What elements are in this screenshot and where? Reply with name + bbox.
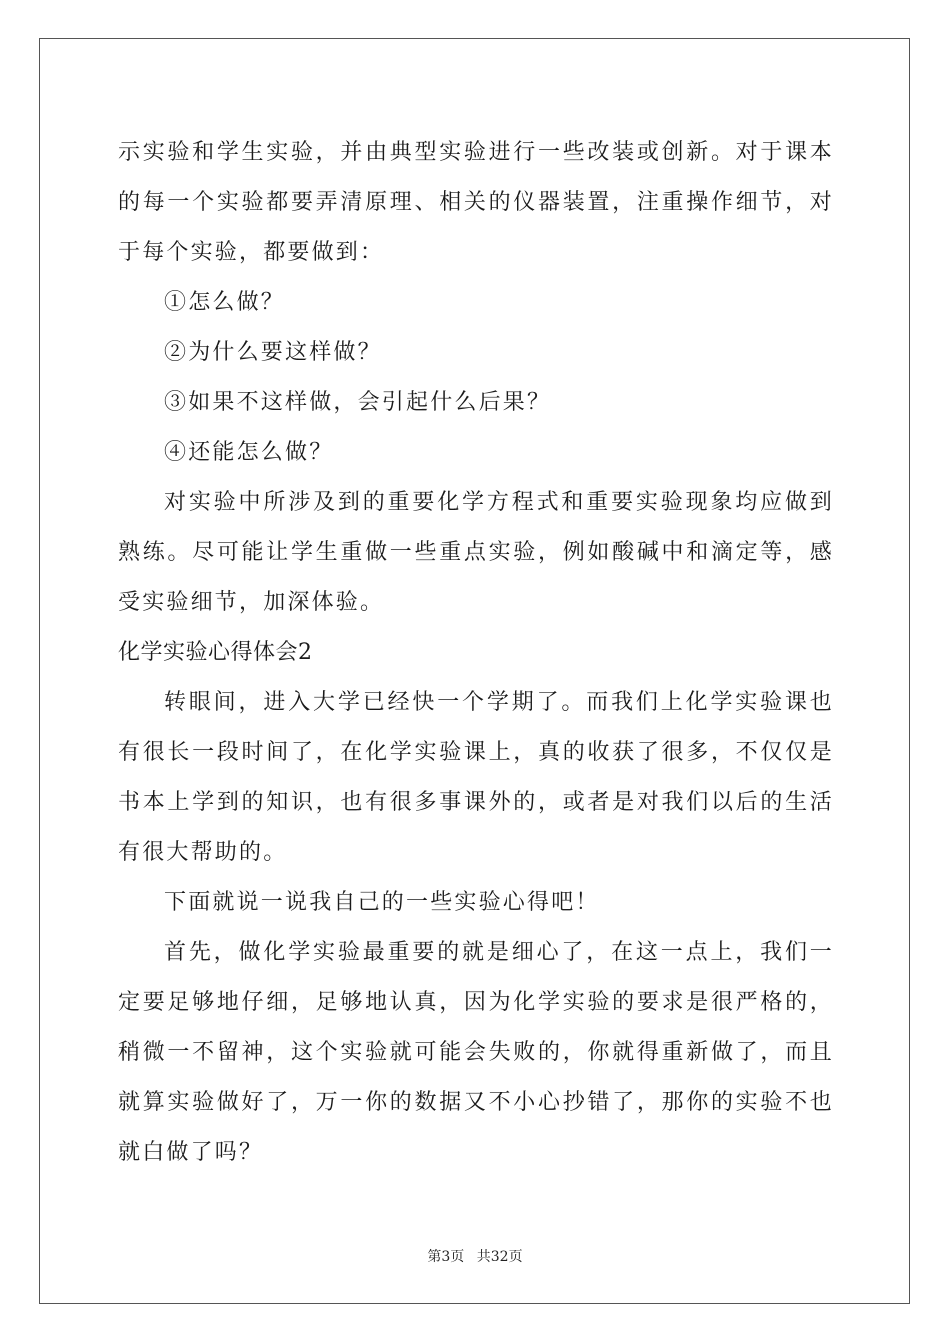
paragraph: 示实验和学生实验，并由典型实验进行一些改装或创新。对于课本的每一个实验都要弄清原理、相关的仪器装置，注重操作细节，对于每个实验，都要做到： (118, 140, 834, 265)
paragraph: 转眼间，进入大学已经快一个学期了。而我们上化学实验课也有很长一段时间了，在化学实验课上，真的收获了很多，不仅仅是书本上学到的知识，也有很多事课外的，或者是对我们以后的生活有很大帮助的。 (118, 690, 834, 865)
paragraph: 下面就说一说我自己的一些实验心得吧！ (164, 890, 600, 915)
list-item: ①怎么做？ (164, 290, 286, 315)
paragraph: 对实验中所涉及到的重要化学方程式和重要实验现象均应做到熟练。尽可能让学生重做一些重点实验，例如酸碱中和滴定等，感受实验细节，加深体验。 (118, 490, 834, 615)
section-heading: 化学实验心得体会2 (118, 640, 313, 665)
page-total: 共32页 (476, 1249, 523, 1265)
page-footer (0, 1246, 950, 1266)
list-item: ③如果不这样做，会引起什么后果？ (164, 390, 552, 415)
page-number: 第3页 (427, 1249, 465, 1265)
list-item: ④还能怎么做？ (164, 440, 334, 465)
list-item: ②为什么要这样做？ (164, 340, 382, 365)
document-body (118, 128, 834, 1178)
paragraph: 首先，做化学实验最重要的就是细心了，在这一点上，我们一定要足够地仔细，足够地认真，因为化学实验的要求是很严格的，稍微一不留神，这个实验就可能会失败的，你就得重新做了，而且就算实验做好了，万一你的数据又不小心抄错了，那你的实验不也就白做了吗？ (118, 940, 834, 1165)
